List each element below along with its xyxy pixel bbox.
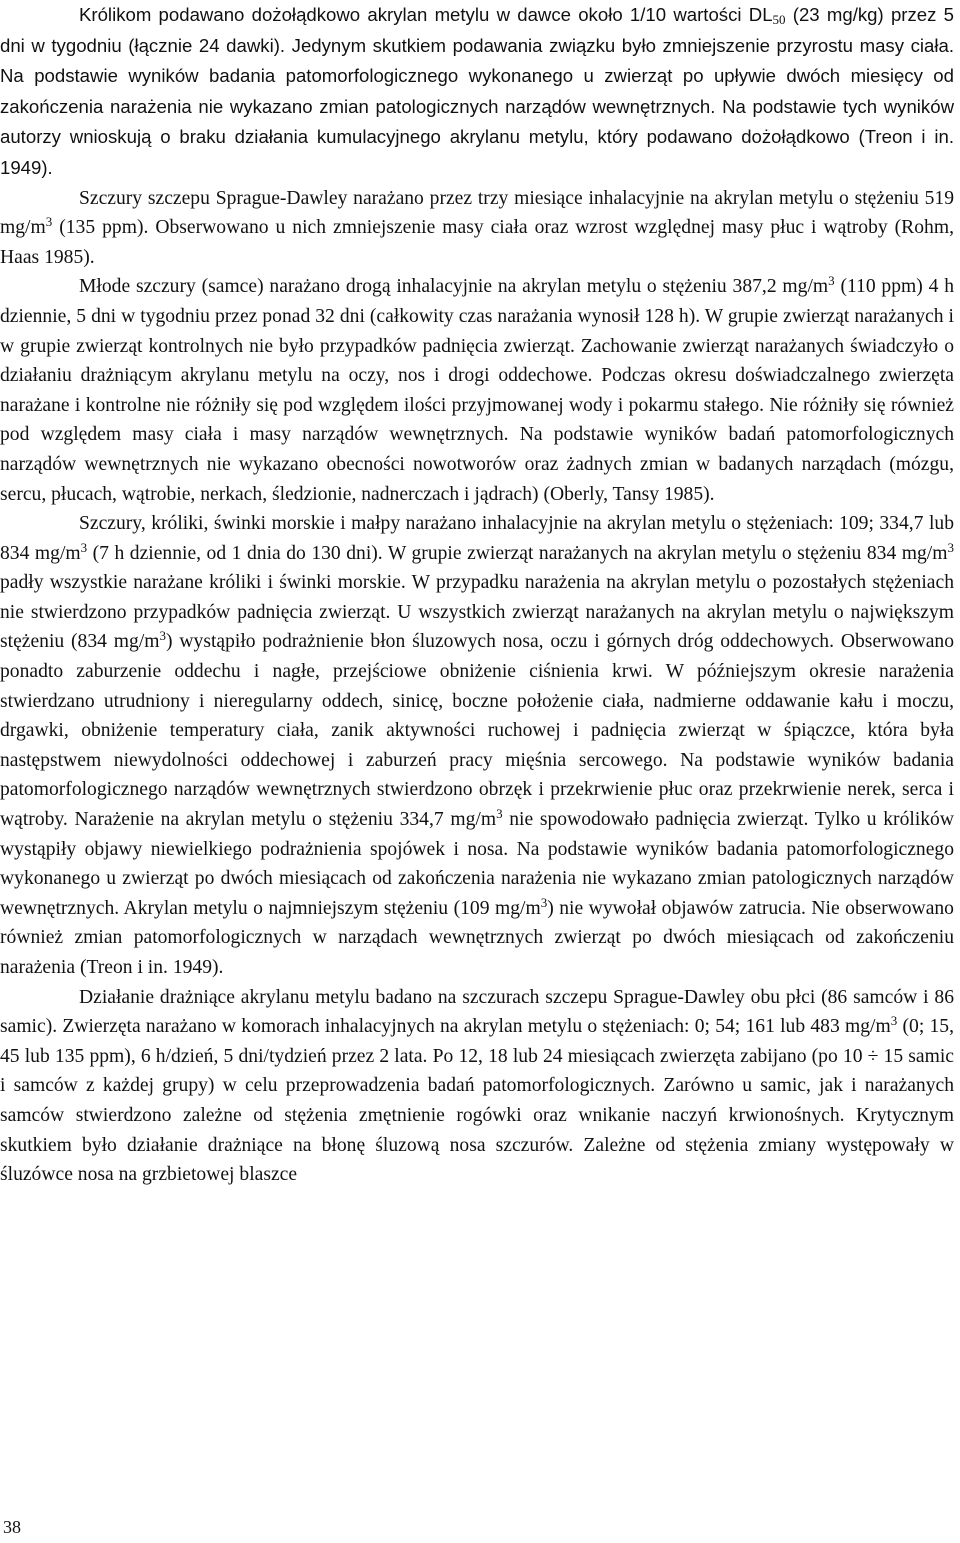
text-run: (110 ppm) 4 h dziennie, 5 dni w tygodniu przez ponad 32 dni (całkowity czas narażania wynosił 128 h). W grupie zwierząt narażanych i w grupie zwierząt kontrolnych nie było przypadków padnięcia zwierząt. Zachowanie zwierząt narażanych świadczyło o działaniu drażniącym akrylanu metylu na oczy, nos i drogi oddechowe. Podczas okresu doświadczalnego zwierzęta narażane i kontrolne nie różniły się pod względem ilości przyjmowanej wody i pokarmu stałego. Nie różniły się również pod względem masy ciała i masy narządów wewnętrznych. Na podstawie wyników badań patomorfologicznych narządów wewnętrznych nie wykazano obecności nowotworów oraz żadnych zmian w badanych narządach (mózgu, sercu, płucach, wątrobie, nerkach, śledzionie, nadnerczach i jądrach) (Oberly, Tansy 1985). [0, 276, 954, 505]
superscript: 3 [80, 539, 88, 555]
text-run: Szczury, króliki, świnki morskie i małpy narażano inhalacyjnie na akrylan metylu o stężeniach: 109; 334,7 lub 834 mg/m [0, 513, 954, 564]
body-paragraph [0, 509, 954, 983]
subscript: 50 [772, 12, 786, 27]
text-run: (23 mg/kg) przez 5 dni w tygodniu (łącznie 24 dawki). Jedynym skutkiem podawania związku było zmniejszenie przyrostu masy ciała. Na podstawie wyników badania patomorfologicznego wykonanego u zwierząt po upływie dwóch miesięcy od zakończenia narażenia nie wykazano zmian patologicznych narządów wewnętrznych. Na podstawie tych wyników autorzy wnioskują o braku działania kumulacyjnego akrylanu metylu, który podawano dożołądkowo (Treon i in. 1949). [0, 4, 954, 178]
superscript: 3 [496, 806, 503, 822]
superscript: 3 [890, 1013, 898, 1029]
superscript: 3 [45, 214, 53, 230]
text-run: ) wystąpiło podrażnienie błon śluzowych nosa, oczu i górnych dróg oddechowych. Obserwowano ponadto zaburzenie oddechu i nagłe, przejściowe obniżenie ciśnienia krwi. W późniejszym okresie narażenia stwierdzano utrudniony i nieregularny oddech, sinicę, boczne położenie ciała, nadmierne oddawanie kału i moczu, drgawki, obniżenie temperatury ciała, zanik aktywności ruchowej i padnięcia zwierząt w śpiączce, która była następstwem niewydolności oddechowej i zaburzeń pracy mięśnia sercowego. Na podstawie wyników badania patomorfologicznego narządów wewnętrznych stwierdzono obrzęk i przekrwienie płuc oraz przekrwienie nerek, serca i wątroby. Narażenie na akrylan metylu o stężeniu 334,7 mg/m [0, 631, 954, 831]
body-paragraph [0, 0, 954, 184]
page-number: 38 [3, 1517, 21, 1537]
body-paragraph [0, 184, 954, 273]
body-paragraph [0, 983, 954, 1190]
text-run: (0; 15, 45 lub 135 ppm), 6 h/dzień, 5 dni/tydzień przez 2 lata. Po 12, 18 lub 24 miesiącach zwierzęta zabijano (po 10 ÷ 15 samic i samców z każdej grupy) w celu przeprowadzenia badań patomorfologicznych. Zarówno u samic, jak i narażanych samców stwierdzono zależne od stężenia zmętnienie rogówki oraz wnikanie naczyń krwionośnych. Krytycznym skutkiem było działanie drażniące na błonę śluzową nosa szczurów. Zależne od stężenia zmiany występowały w śluzówce nosa na grzbietowej blaszce [0, 1016, 954, 1186]
text-run: Działanie drażniące akrylanu metylu badano na szczurach szczepu Sprague-Dawley obu płci (86 samców i 86 samic). Zwierzęta narażano w komorach inhalacyjnych na akrylan metylu o stężeniach: 0; 54; 161 lub 483 mg/m [0, 986, 954, 1038]
text-run: Młode szczury (samce) narażano drogą inhalacyjnie na akrylan metylu o stężeniu 387,2 mg/m [79, 276, 829, 298]
text-run: nie spowodowało padnięcia zwierząt. Tylko u królików wystąpiły objawy niewielkiego podrażnienia spojówek i nosa. Na podstawie wyników badania patomorfologicznego wykonanego u zwierząt po dwóch miesiącach od zakończenia narażenia nie wykazano zmian patologicznych narządów wewnętrznych. Akrylan metylu o najmniejszym stężeniu (109 mg/m [0, 809, 955, 919]
text-run: padły wszystkie narażane króliki i świnki morskie. W przypadku narażenia na akrylan metylu o pozostałych stężeniach nie stwierdzono przypadków padnięcia zwierząt. U wszystkich zwierząt narażanych na akrylan metylu o największym stężeniu (834 mg/m [0, 572, 954, 653]
body-paragraph [0, 272, 954, 509]
text-run: (7 h dziennie, od 1 dnia do 130 dni). W grupie zwierząt narażanych na akrylan metylu o stężeniu 834 mg/m [87, 542, 948, 564]
text-run: (135 ppm). Obserwowano u nich zmniejszenie masy ciała oraz wzrost względnej masy płuc i wątroby (Rohm, Haas 1985). [0, 217, 954, 268]
text-run: Szczury szczepu Sprague-Dawley narażano przez trzy miesiące inhalacyjnie na akrylan metylu o stężeniu 519 mg/m [0, 187, 954, 239]
text-run: ) nie wywołał objawów zatrucia. Nie obserwowano również zmian patomorfologicznych w narządach wewnętrznych zwierząt po dwóch miesiącach od zakończeniu narażenia (Treon i in. 1949). [0, 897, 954, 978]
superscript: 3 [540, 894, 548, 910]
text-run: Królikom podawano dożołądkowo akrylan metylu w dawce około 1/10 wartości DL [79, 4, 773, 25]
superscript: 3 [159, 628, 167, 644]
superscript: 3 [828, 273, 835, 289]
superscript: 3 [947, 539, 954, 555]
